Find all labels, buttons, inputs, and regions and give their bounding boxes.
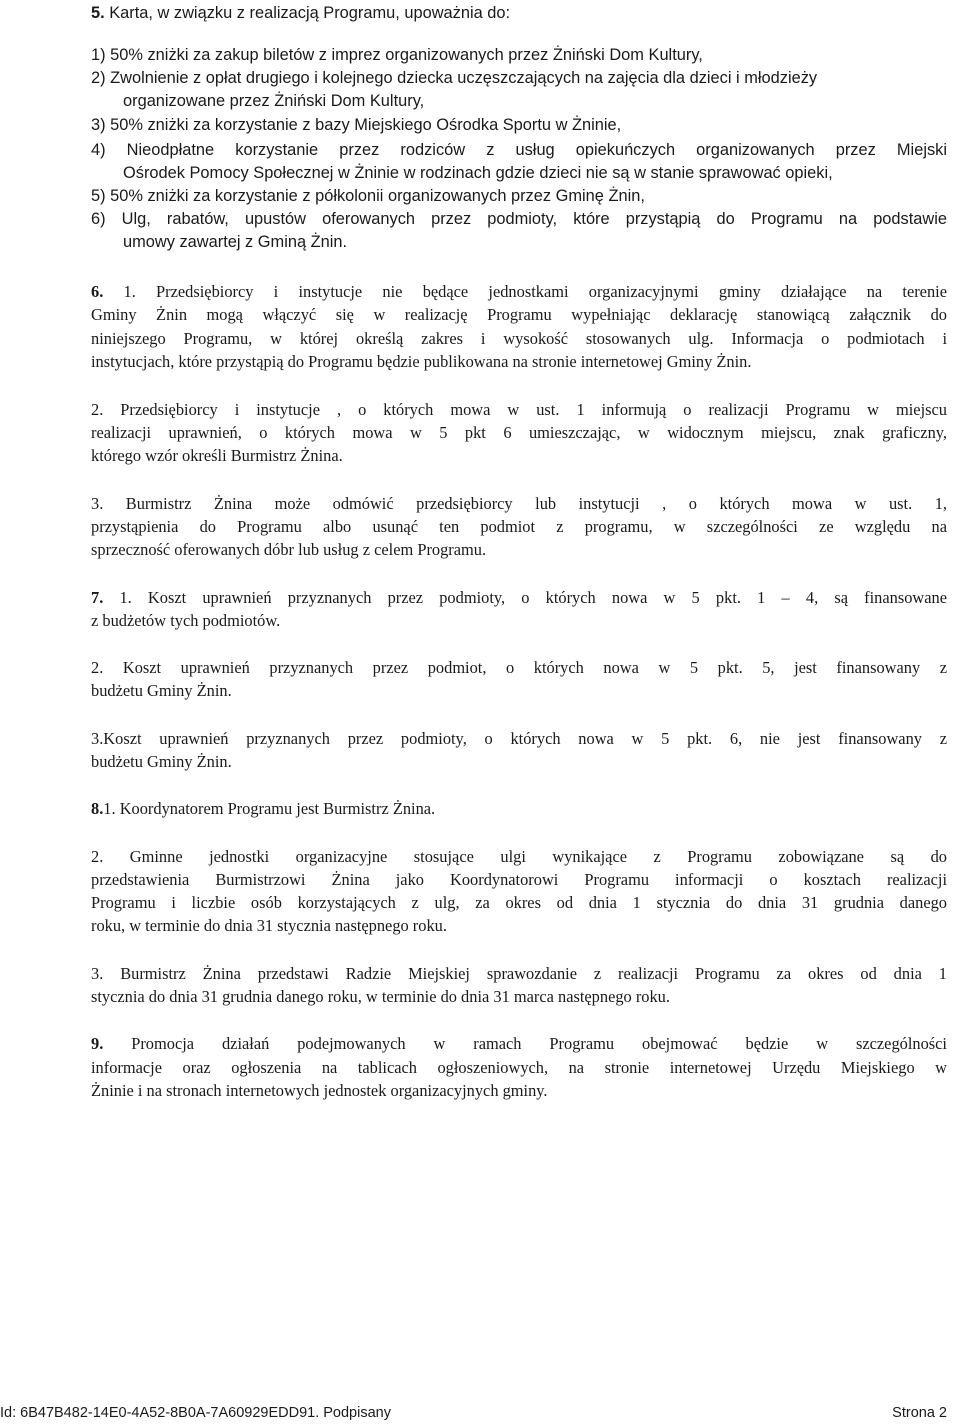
section-6-paragraph-3-line: sprzeczność oferowanych dóbr lub usług z celem Programu.: [91, 540, 487, 559]
list-item: 2) Zwolnienie z opłat drugiego i kolejnego dziecka uczęszczających na zajęcia dla dzieci i młodzieży: [91, 69, 818, 87]
section-9-paragraph-1-line: 9. Promocja działań podejmowanych w ramach Programu obejmować będzie w szczególności: [91, 1034, 947, 1053]
list-item: 4) Nieodpłatne korzystanie przez rodziców z usług opiekuńczych organizowanych przez Miejski: [91, 141, 947, 159]
section-9-paragraph-1-line: Żninie i na stronach internetowych jednostek organizacyjnych gminy.: [91, 1081, 548, 1100]
section-8-paragraph-1-line: 8.1. Koordynatorem Programu jest Burmistrz Żnina.: [91, 799, 436, 818]
list-item: 3) 50% zniżki za korzystanie z bazy Miejskiego Ośrodka Sportu w Żninie,: [91, 116, 622, 134]
section-9-number: 9.: [91, 1034, 104, 1053]
list-item-continuation: organizowane przez Żniński Dom Kultury,: [123, 92, 425, 110]
section-5-heading: [91, 2, 510, 25]
list-item: 1) 50% zniżki za zakup biletów z imprez organizowanych przez Żniński Dom Kultury,: [91, 46, 703, 64]
section-9-paragraph-1-line: informacje oraz ogłoszenia na tablicach ogłoszeniowych, na stronie internetowej Urzędu Miejskiego w: [91, 1058, 947, 1077]
section-6-paragraph-2-line: 2. Przedsiębiorcy i instytucje , o których mowa w ust. 1 informują o realizacji Programu w miejscu: [91, 400, 947, 419]
section-7-paragraph-2-line: 2. Koszt uprawnień przyznanych przez podmiot, o których nowa w 5 pkt. 5, jest finansowany z: [91, 658, 947, 677]
section-8-number: 8.: [91, 799, 104, 818]
section-8-paragraph-2-line: przedstawienia Burmistrzowi Żnina jako Koordynatorowi Programu informacji o kosztach realizacji: [91, 870, 947, 889]
section-5-number: 5.: [91, 4, 105, 22]
section-8-paragraph-2-line: roku, w terminie do dnia 31 stycznia następnego roku.: [91, 916, 447, 935]
section-6-paragraph-1-line: 6. 1. Przedsiębiorcy i instytucje nie będące jednostkami organizacyjnymi gminy działające na terenie: [91, 282, 947, 301]
section-6-paragraph-1-line: Gminy Żnin mogą włączyć się w realizację Programu wypełniając deklarację stanowiącą załącznik do: [91, 305, 947, 324]
section-7-paragraph-1-line: z budżetów tych podmiotów.: [91, 611, 281, 630]
section-7-paragraph-1-line: 7. 1. Koszt uprawnień przyznanych przez podmioty, o których nowa w 5 pkt. 1 – 4, są finansowane: [91, 588, 947, 607]
list-item: 6) Ulg, rabatów, upustów oferowanych przez podmioty, które przystąpią do Programu na podstawie: [91, 210, 947, 228]
section-8-paragraph-3-line: 3. Burmistrz Żnina przedstawi Radzie Miejskiej sprawozdanie z realizacji Programu za okres od dnia 1: [91, 964, 947, 983]
document-id-footer: Id: 6B47B482-14E0-4A52-8B0A-7A60929EDD91. Podpisany: [0, 1405, 391, 1421]
section-7-number: 7.: [91, 588, 104, 607]
section-6-paragraph-2-line: realizacji uprawnień, o których mowa w 5 pkt 6 umieszczając, w widocznym miejscu, znak graficzny,: [91, 423, 947, 442]
list-item-continuation: Ośrodek Pomocy Społecznej w Żninie w rodzinach gdzie dzieci nie są w stanie sprawować opieki,: [123, 164, 833, 182]
section-7-paragraph-3-line: budżetu Gminy Żnin.: [91, 752, 232, 771]
section-6-paragraph-1-line: niniejszego Programu, w której określą zakres i wysokość stosowanych ulg. Informacja o podmiotach i: [91, 329, 947, 348]
list-item: 5) 50% zniżki za korzystanie z półkolonii organizowanych przez Gminę Żnin,: [91, 187, 645, 205]
section-8-paragraph-3-line: stycznia do dnia 31 grudnia danego roku, w terminie do dnia 31 marca następnego roku.: [91, 987, 670, 1006]
page-number: Strona 2: [892, 1405, 947, 1421]
section-6-paragraph-3-line: 3. Burmistrz Żnina może odmówić przedsiębiorcy lub instytucji , o których mowa w ust. 1,: [91, 494, 947, 513]
section-6-number: 6.: [91, 282, 104, 301]
section-5-title: Karta, w związku z realizacją Programu, upoważnia do:: [104, 4, 511, 22]
section-6-paragraph-2-line: którego wzór określi Burmistrz Żnina.: [91, 446, 343, 465]
section-8-paragraph-2-line: 2. Gminne jednostki organizacyjne stosujące ulgi wynikające z Programu zobowiązane są do: [91, 847, 947, 866]
section-8-paragraph-2-line: Programu i liczbie osób korzystających z ulg, za okres od dnia 1 stycznia do dnia 31 grudnia danego: [91, 893, 947, 912]
section-6-paragraph-1-line: instytucjach, które przystąpią do Programu będzie publikowana na stronie internetowej Gminy Żnin.: [91, 352, 752, 371]
section-6-paragraph-3-line: przystąpienia do Programu albo usunąć ten podmiot z programu, w szczególności ze względu na: [91, 517, 947, 536]
section-7-paragraph-3-line: 3.Koszt uprawnień przyznanych przez podmioty, o których nowa w 5 pkt. 6, nie jest finansowany z: [91, 729, 947, 748]
list-item-continuation: umowy zawartej z Gminą Żnin.: [123, 233, 348, 251]
section-7-paragraph-2-line: budżetu Gminy Żnin.: [91, 681, 232, 700]
